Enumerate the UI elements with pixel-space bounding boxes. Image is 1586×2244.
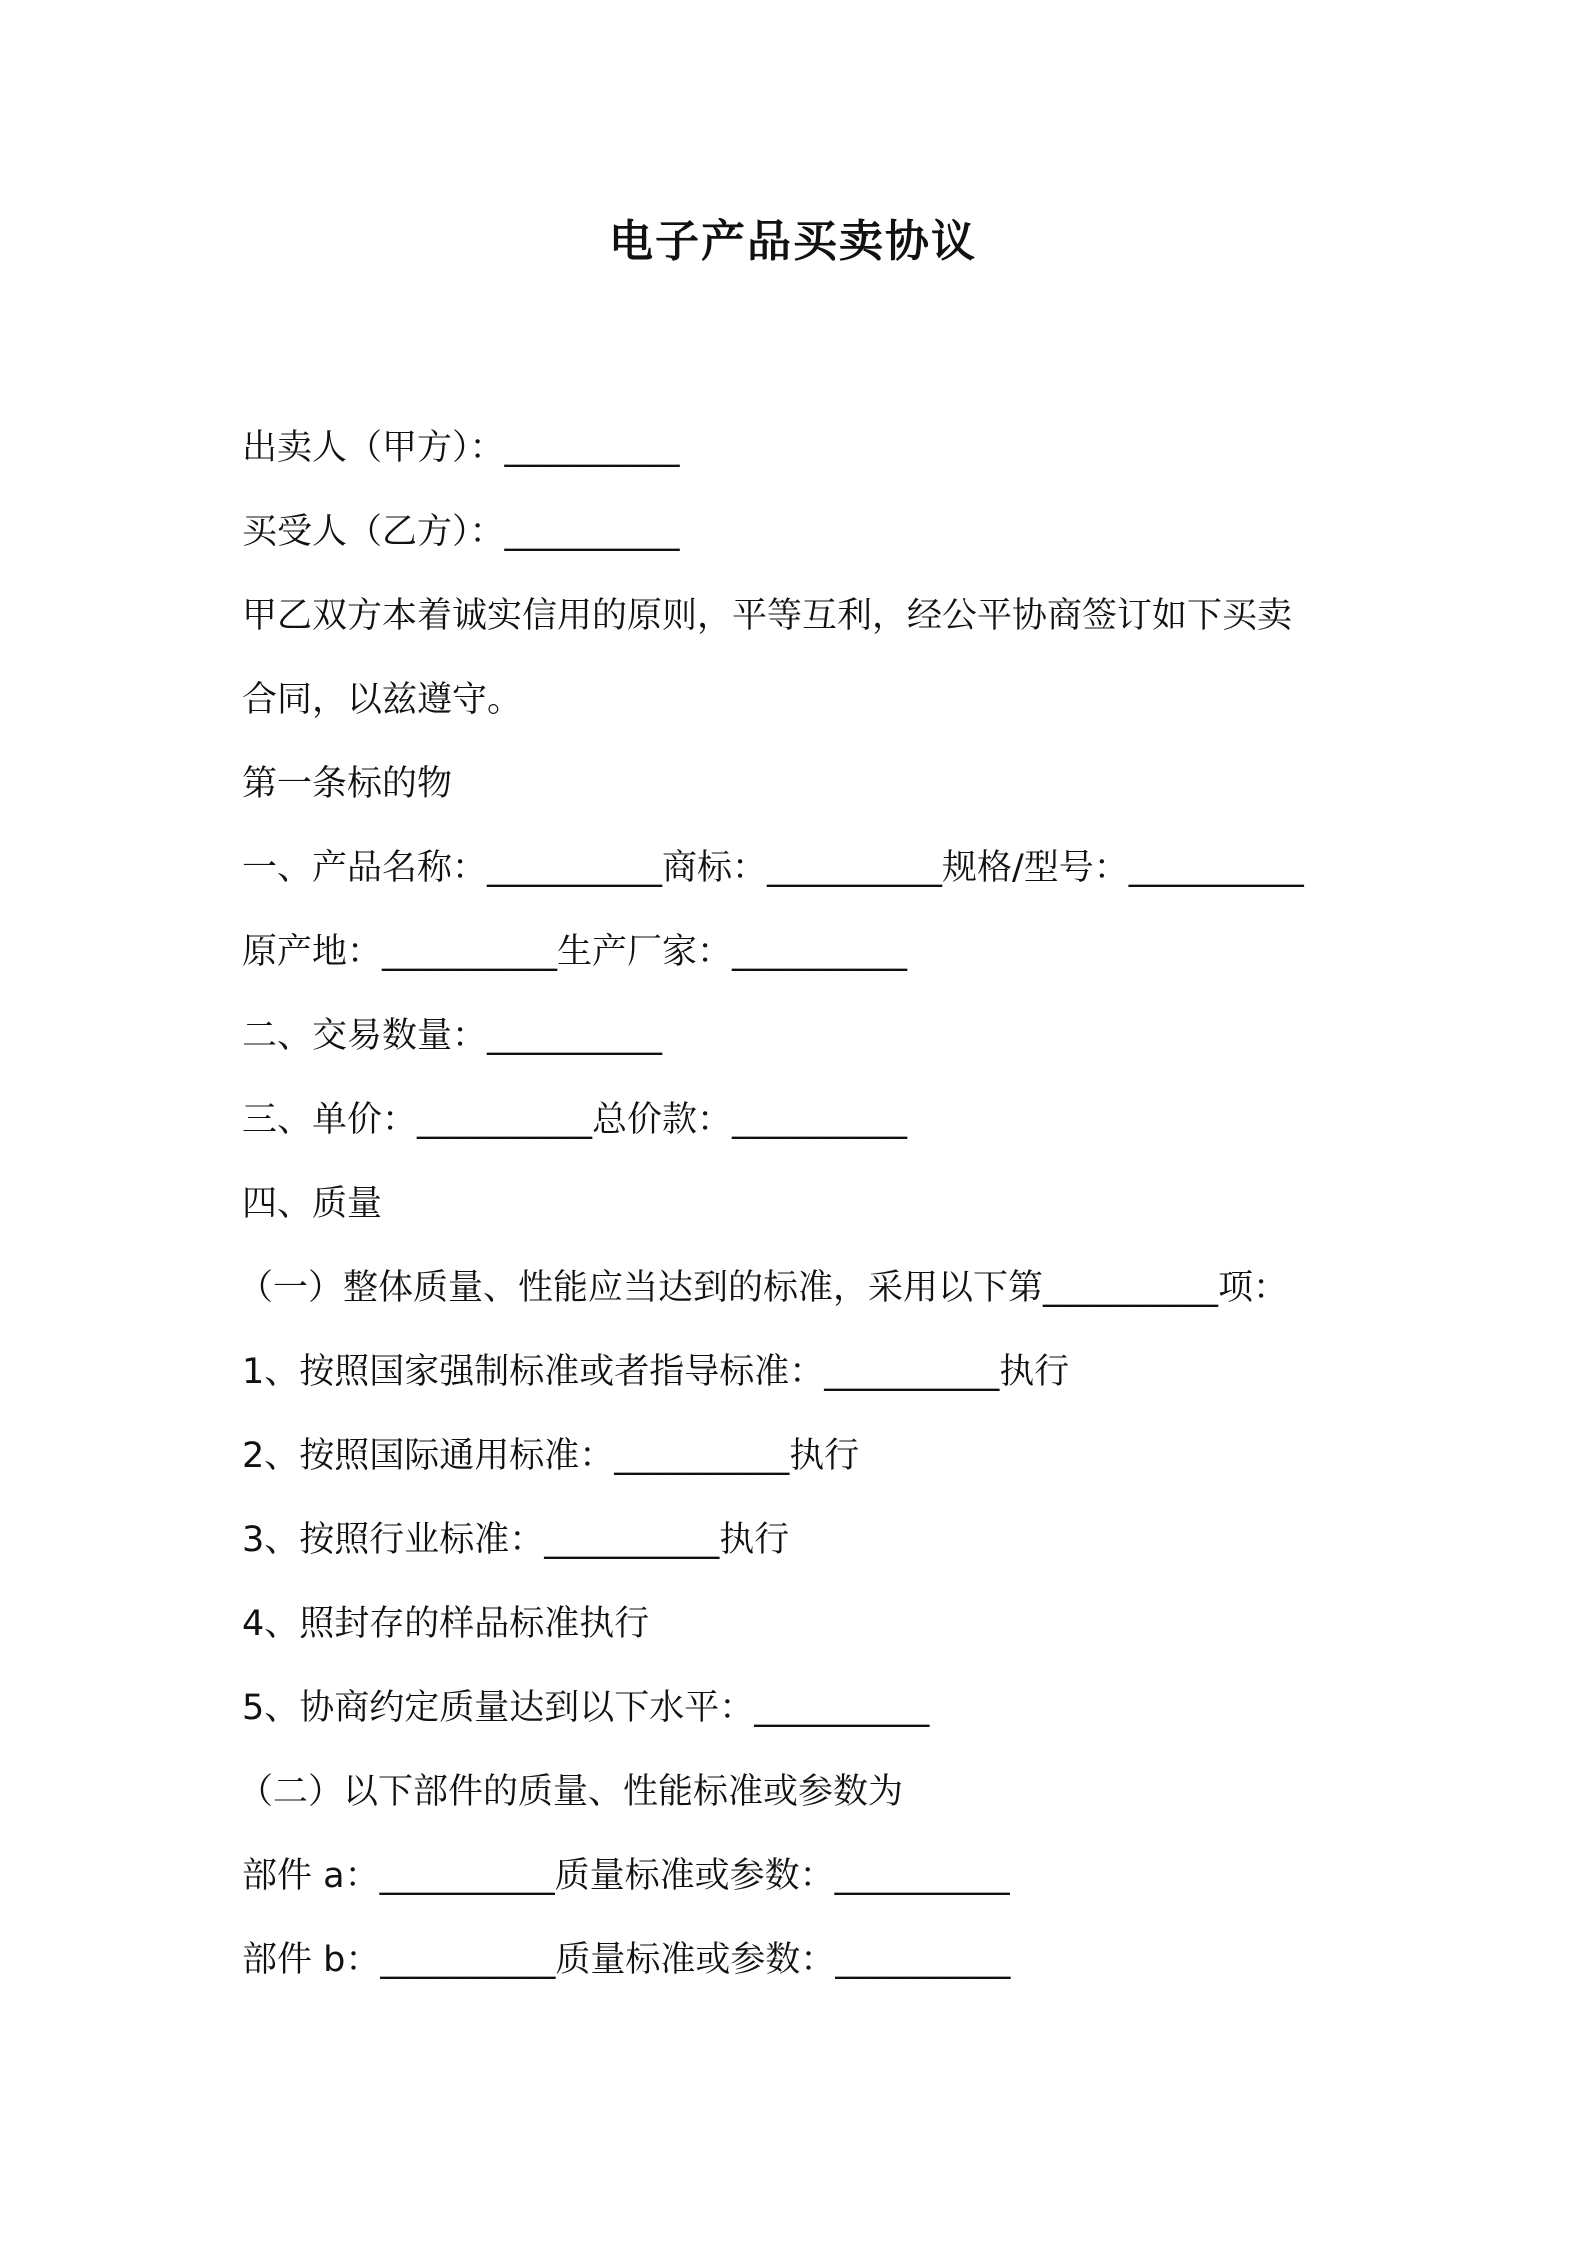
quantity-line: 二、交易数量：__________ <box>242 1016 663 1056</box>
document-title: 电子产品买卖协议 <box>609 216 977 267</box>
quality-option-3: 3、按照行业标准：__________执行 <box>242 1520 790 1560</box>
component-a-line: 部件 a：__________质量标准或参数：__________ <box>242 1856 1010 1896</box>
price-line: 三、单价：__________总价款：__________ <box>242 1100 908 1140</box>
quality-option-1: 1、按照国家强制标准或者指导标准：__________执行 <box>242 1352 1070 1392</box>
component-b-line: 部件 b：__________质量标准或参数：__________ <box>242 1940 1011 1980</box>
component-standards-clause: （二）以下部件的质量、性能标准或参数为 <box>238 1772 904 1812</box>
product-name-line: 一、产品名称：__________商标：__________规格/型号：__________ <box>242 848 1304 888</box>
quality-option-5: 5、协商约定质量达到以下水平：__________ <box>242 1688 930 1728</box>
buyer-line: 买受人（乙方）：__________ <box>242 512 680 552</box>
seller-line: 出卖人（甲方）：__________ <box>242 428 680 468</box>
quality-heading: 四、质量 <box>242 1184 383 1224</box>
quality-option-4: 4、照封存的样品标准执行 <box>242 1604 650 1644</box>
preamble-line-1: 甲乙双方本着诚实信用的原则，平等互利，经公平协商签订如下买卖 <box>242 596 1293 636</box>
quality-standard-clause: （一）整体质量、性能应当达到的标准，采用以下第__________项： <box>238 1268 1289 1308</box>
document-body <box>238 406 1362 2002</box>
origin-manufacturer-line: 原产地：__________生产厂家：__________ <box>242 932 908 972</box>
article-1-heading: 第一条标的物 <box>242 764 453 804</box>
quality-option-2: 2、按照国际通用标准：__________执行 <box>242 1436 860 1476</box>
preamble-line-2: 合同，以兹遵守。 <box>242 680 523 720</box>
